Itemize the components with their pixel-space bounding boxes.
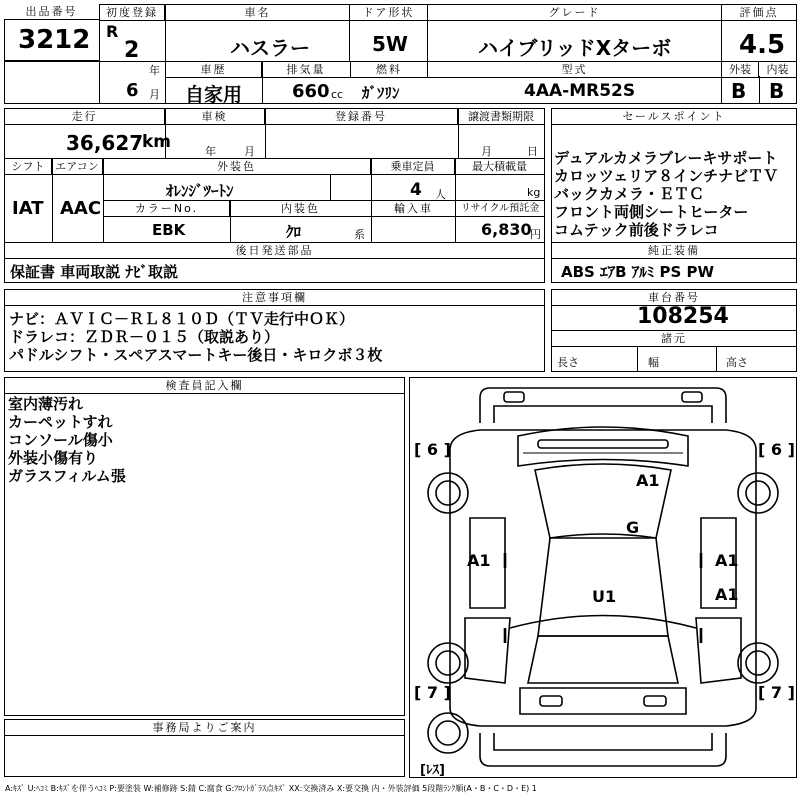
reg-no-label: 登録番号 [265,109,458,125]
equipment: ABS ｴｱB ｱﾙﾐ PS PW [561,263,715,281]
color-no-label: カラーNo. [104,201,230,217]
sales-point: コムテック前後ドラレコ [554,221,719,239]
inspector-item: ガラスフィルム張 [8,467,126,485]
transfer-day-unit: 日 [527,145,538,158]
mark-right-door: A1 [715,551,739,570]
legend: A:ｷｽﾞ U:ﾍｺﾐ B:ｷｽﾞを伴うﾍｺﾐ P:要塗装 W:補修跡 S:錆 C:腐食 G:ﾌﾛﾝﾄｶﾞﾗｽ点ｷｽﾞ XX:交換済み X:要交換 内・外装評価 5段階ﾗﾝｸ順(A・B・C・D・E) 1 [5,784,537,793]
fuel: ｶﾞｿﾘﾝ [362,84,400,102]
ext-label: 外装 [722,62,759,78]
tyre-rl: [ 7 ] [414,683,451,702]
grade-label: グレード [428,5,721,21]
seats-unit: 人 [435,188,446,201]
ext-grade: B [731,79,747,103]
chassis-number: 108254 [637,304,729,329]
recycle-label: リサイクル預託金 [456,201,544,217]
mark-right-rear: A1 [715,585,739,604]
score-label: 評価点 [722,5,796,21]
history: 自家用 [185,84,243,106]
reg-year: 2 [124,38,140,63]
reg-month: 6 [126,80,139,101]
sales-point: カロッツェリア８インチナビＴＶ [554,167,779,185]
model: 4AA-MR52S [524,81,636,101]
transfer-label: 譲渡書類期限 [458,109,544,125]
inspector-item: カーペットすれ [8,413,113,431]
notes-label: 注意事項欄 [5,290,544,306]
inspector-item: コンソール傷小 [8,431,113,449]
ac: AAC [60,198,102,219]
door-label: ドア形状 [350,5,427,21]
inspector-item: 外装小傷有り [8,449,99,467]
dims-label: 諸元 [552,331,796,347]
color-no: EBK [152,221,186,239]
lot-number: 3212 [18,25,91,55]
sales-points-list [554,149,778,239]
inspector-item: 室内薄汚れ [8,395,84,413]
inspection-label: 車検 [165,109,265,125]
later-parts-label: 後日発送部品 [5,243,544,259]
spare-tyre: [ﾚｽ] [420,763,445,778]
recycle-unit: 円 [530,228,541,241]
exterior-color: ｵﾚﾝｼﾞﾂｰﾄﾝ [166,182,234,200]
chassis-label: 車台番号 [552,290,796,306]
first-reg-label: 初度登録 [100,5,165,21]
notes-list [9,310,382,364]
height-label: 高さ [726,356,748,369]
tyre-fl: [ 6 ] [414,440,451,459]
mark-roof: U1 [592,587,617,606]
load-unit: kg [527,186,541,199]
int-grade: B [769,79,785,103]
note-item: パドルシフト・スペアスマートキー後日・キロクボ３枚 [9,346,383,364]
seats-label: 乗車定員 [371,159,455,175]
later-parts: 保証書 車両取説 ﾅﾋﾞ取説 [10,263,178,281]
mileage-unit: km [142,132,172,152]
mark-hood: A1 [636,471,660,490]
tyre-fr: [ 6 ] [758,440,795,459]
model-label: 型式 [428,62,721,78]
insp-month-unit: 月 [244,145,255,158]
mileage: 36,627 [66,131,144,155]
year-unit: 年 [149,64,160,77]
seats: 4 [410,180,422,200]
interior-color: ｸﾛ [286,223,302,241]
sales-point: フロント両側シートヒーター [554,203,749,221]
fuel-label: 燃料 [350,62,428,78]
mileage-label: 走行 [5,109,165,125]
shift-label: シフト [5,159,52,175]
sales-label: セールスポイント [552,109,796,125]
lot-cell [4,4,100,61]
grade: ハイブリッドXターボ [478,36,672,60]
lot-label: 出品番号 [4,4,99,20]
import-label: 輸入車 [372,201,455,217]
era: R [106,22,119,41]
note-item: ナビ：ＡＶＩＣ－ＲＬ８１０Ｄ（ＴＶ走行中ＯＫ） [9,310,355,328]
car-outline-svg [410,378,796,777]
disp-label: 排気量 [262,62,350,78]
month-unit: 月 [149,88,160,101]
mark-left-door: A1 [467,551,491,570]
shift: IAT [12,198,44,219]
equipment-label: 純正装備 [552,243,796,259]
ac-label: エアコン [52,159,103,175]
int-label: 内装 [759,62,796,78]
recycle-fee: 6,830 [481,220,532,239]
sales-point: バックカメラ・ＥＴＣ [554,185,705,203]
note-item: ドラレコ：ＺＤＲ－０１５（取説あり） [9,328,280,346]
mark-glass: G [626,518,640,537]
width-label: 幅 [648,356,659,369]
door-type: 5W [372,32,408,56]
inspector-label: 検査員記入欄 [5,378,404,394]
insp-year-unit: 年 [205,145,216,158]
tyre-rr: [ 7 ] [758,683,795,702]
displacement: 660 [292,81,330,102]
interior-label: 内装色 [230,201,371,217]
score: 4.5 [739,30,786,60]
disp-unit: cc [331,88,344,101]
car-name: ハスラー [230,36,310,60]
damage-diagram [409,377,797,778]
inspector-list [8,395,126,485]
car-name-label: 車名 [166,5,349,21]
office-label: 事務局よりご案内 [5,720,404,736]
length-label: 長さ [557,356,579,369]
transfer-month-unit: 月 [481,145,492,158]
history-label: 車歴 [166,62,262,78]
interior-unit: 系 [354,228,365,241]
sales-point: デュアルカメラブレーキサポート [554,149,778,167]
load-label: 最大積載量 [455,159,544,175]
color-label: 外装色 [103,159,371,175]
